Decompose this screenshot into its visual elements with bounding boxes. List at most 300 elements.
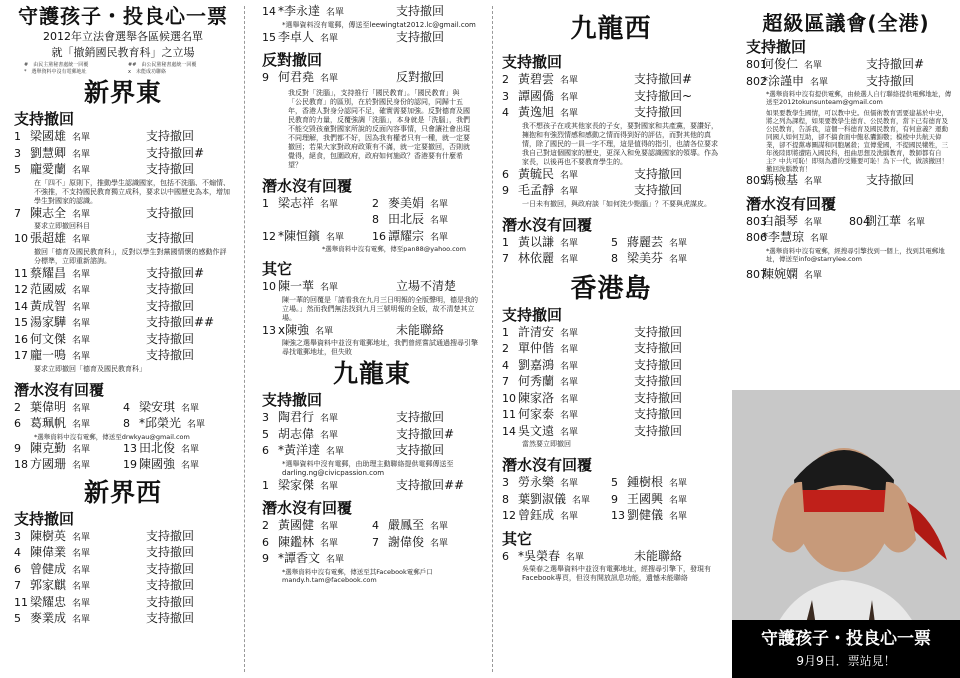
legend-item: ## 由公民黨秘書處統一回覆: [128, 62, 197, 68]
stance-label: 支持撤回: [146, 205, 195, 220]
candidate-list: [262, 4, 482, 46]
legend-item: # 由民主黨秘書處統一回覆: [24, 62, 89, 68]
silent-row: [502, 235, 720, 252]
list-label: 名單: [72, 286, 91, 296]
list-label: 名單: [181, 461, 200, 471]
list-label: 名單: [804, 177, 823, 187]
list-label: 名單: [560, 378, 579, 388]
candidate-row: [502, 183, 720, 200]
candidate-row: [14, 266, 232, 283]
district-title-kw: 九龍西: [570, 14, 652, 44]
silent-row: [262, 551, 482, 568]
list-label: 名單: [72, 269, 91, 280]
bottom-banner: [732, 620, 960, 678]
list-label: 名單: [810, 234, 829, 244]
candidate-number: 5: [611, 235, 618, 249]
list-label: 名單: [72, 532, 91, 543]
candidate-number: 7: [372, 535, 379, 549]
list-label: 名單: [560, 328, 579, 339]
candidate-name: 劉慧卿: [30, 145, 67, 160]
candidate-note: *選舉資料中沒有電郵，傳送至drwkyau@gmail.com: [34, 432, 190, 441]
silent-candidate: [502, 235, 611, 252]
list-label: 名單: [72, 615, 91, 625]
candidate-name: 范國威: [30, 282, 67, 296]
list-label: 名單: [804, 61, 823, 71]
district-title-nte: 新界東: [83, 78, 162, 107]
candidate-note: *選舉資料中沒有電郵，經搜尋引擎找到一個上，找到其電郵地址，傳送至info@starrylee.com: [766, 246, 945, 263]
list-label: 名單: [326, 232, 345, 243]
candidate-name: *李慧琼: [762, 230, 805, 244]
candidate-number: 4: [14, 546, 21, 559]
candidate-note: *選舉資料中沒有電郵，傳送至其Facebook電郵戶口 mandy.h.tam@facebook.com: [282, 567, 433, 584]
section-oppose: 反對撤回: [262, 51, 323, 69]
candidate-name: 曾健成: [30, 561, 67, 576]
candidate-number: 3: [502, 476, 509, 489]
candidate-name: 譚國僑: [518, 88, 555, 103]
candidate-name: 蔡耀昌: [30, 265, 67, 280]
silent-candidate: [14, 416, 123, 433]
candidate-name: 劉江華: [865, 213, 902, 228]
candidate-note: *選舉資料沒有電郵，傳送至leewingtat2012.lc@gmail.com: [282, 20, 476, 29]
candidate-number: 3: [14, 529, 21, 543]
page-title: 守護孩子・投良心一票: [18, 4, 228, 28]
list-label: 名單: [72, 565, 91, 576]
list-label: 名單: [72, 598, 91, 609]
candidate-name: 馮檢基: [762, 173, 799, 187]
candidate-number: 3: [502, 89, 509, 103]
stance-label: 支持撤回: [634, 105, 683, 119]
candidate-row: [14, 562, 232, 579]
candidate-number: 14: [14, 299, 28, 313]
candidate-row: [746, 173, 952, 190]
silent-candidate: [262, 229, 372, 246]
list-label: 名單: [326, 555, 345, 565]
silent-list: [502, 235, 720, 268]
candidate-row: [14, 348, 232, 365]
candidate-name: 葉劉淑儀: [518, 491, 567, 506]
stance-label: 反對撤回: [396, 70, 445, 84]
stance-label: 支持撤回: [146, 331, 195, 346]
silent-candidate: [123, 457, 232, 474]
candidate-name: 陳婉嫻: [762, 266, 799, 281]
candidate-list: [502, 72, 720, 209]
list-label: 名單: [669, 238, 688, 249]
candidate-name: 曾鈺成: [518, 508, 555, 522]
candidate-list: [14, 129, 232, 374]
silent-row: [502, 508, 720, 525]
candidate-number: 6: [502, 167, 509, 181]
candidate-number: 12: [262, 229, 276, 243]
list-label: 名單: [181, 403, 200, 414]
list-label: 名單: [187, 420, 206, 430]
silent-candidate: [611, 508, 720, 525]
column-divider: [244, 6, 245, 672]
silent-row: [14, 457, 232, 474]
candidate-row: [502, 325, 720, 342]
candidate-number: 12: [14, 283, 28, 296]
candidate-note: *選舉資料中沒有電郵，傳至pan88@yahoo.com: [322, 245, 466, 253]
district-title-hk: 香港島: [570, 273, 652, 304]
district-title-ntw: 新界西: [83, 477, 162, 507]
list-label: 名單: [560, 512, 579, 522]
candidate-name: 吳文遠: [518, 423, 555, 438]
list-label: 名單: [72, 582, 91, 592]
candidate-name: 謝偉俊: [388, 534, 425, 549]
candidate-number: 1: [262, 478, 269, 492]
list-label: 名單: [560, 427, 579, 438]
stance-label: 支持撤回: [634, 374, 683, 388]
silent-candidate: [14, 457, 123, 474]
silent-list: [262, 196, 482, 246]
list-label: 名單: [430, 522, 449, 532]
list-label: 名單: [320, 199, 339, 210]
banner-date: 9月9日．票站見！: [796, 654, 896, 668]
candidate-name: *涂謹申: [762, 73, 805, 88]
column-divider: [492, 6, 493, 672]
silent-row: [14, 416, 232, 433]
list-label: 名單: [430, 232, 449, 243]
candidate-number: 12: [502, 509, 516, 522]
candidate-note: 吳榮春之選舉資料中並沒有電郵地址，經搜尋引擎下，發現有Facebook專頁，但沒有開放訊息功能，遺憾未能聯絡: [522, 565, 711, 582]
candidate-name: *吳榮春: [518, 548, 561, 563]
candidate-number: 18: [14, 458, 28, 471]
candidate-row: [502, 391, 720, 408]
stance-label: 未能聯絡: [634, 548, 683, 563]
section-support: 支持撤回: [262, 391, 323, 409]
candidate-number: 805: [746, 174, 767, 187]
candidate-number: 8: [372, 213, 379, 226]
candidate-name: 何文傑: [30, 331, 67, 346]
candidate-row: [746, 57, 952, 74]
candidate-name: 陳偉業: [30, 545, 67, 559]
candidate-name: 麥業成: [30, 611, 67, 625]
silent-candidate: [123, 441, 232, 458]
candidate-number: 3: [262, 411, 269, 424]
candidate-row: [502, 72, 720, 89]
candidate-number: 806: [746, 231, 767, 244]
candidate-name: *邱榮光: [139, 416, 182, 430]
stance-label: 支持撤回: [146, 561, 195, 576]
stance-label: 支持撤回: [866, 173, 915, 187]
silent-list: [14, 400, 232, 433]
section-silent: 潛水沒有回覆: [502, 215, 593, 234]
silent-row: [746, 214, 952, 231]
candidate-name: 麥美娟: [388, 195, 425, 210]
list-label: 名單: [72, 549, 91, 559]
candidate-name: 黃成智: [30, 298, 67, 313]
list-label: 名單: [560, 394, 579, 405]
list-label: 名單: [320, 74, 339, 84]
silent-candidate: [502, 251, 611, 268]
candidate-row: [502, 89, 720, 106]
candidate-number: 6: [262, 535, 269, 549]
candidate-row: [14, 578, 232, 595]
candidate-row: [746, 267, 952, 284]
subtitle-line-1: 2012年立法會選舉各區候選名單: [43, 30, 203, 43]
list-label: 名單: [804, 270, 823, 281]
candidate-number: 7: [502, 252, 509, 265]
candidate-name: 陳鑑林: [278, 534, 315, 549]
candidate-number: 803: [746, 214, 767, 228]
candidate-row: [14, 206, 232, 223]
candidate-number: 2: [14, 400, 21, 414]
list-label: 名單: [560, 411, 579, 421]
candidate-name: 郭家麒: [30, 578, 67, 592]
list-label: 名單: [320, 430, 339, 441]
candidate-name: 田北辰: [388, 212, 425, 226]
candidate-name: 李卓人: [278, 29, 315, 44]
list-label: 名單: [804, 217, 823, 228]
list-label: 名單: [72, 166, 91, 176]
candidate-name: 陳一華: [278, 279, 315, 293]
candidate-number: 13: [262, 323, 276, 337]
silent-row: [262, 518, 482, 535]
candidate-list: [14, 529, 232, 628]
column-2: [248, 0, 488, 678]
candidate-name: *李永達: [278, 4, 321, 18]
candidate-number: 6: [14, 417, 21, 430]
legend: [24, 62, 232, 76]
candidate-name: 林依麗: [518, 251, 555, 265]
candidate-number: 1: [14, 130, 21, 143]
candidate-name: 陶君行: [278, 410, 315, 424]
candidate-number: 4: [502, 358, 509, 372]
candidate-name: 王國興: [627, 491, 664, 506]
candidate-row: [502, 105, 720, 122]
candidate-number: 8: [611, 252, 618, 265]
list-label: 名單: [907, 217, 926, 228]
stance-label: 支持撤回#: [146, 265, 205, 280]
list-label: 名單: [560, 109, 579, 119]
candidate-name: 梁美芬: [627, 251, 664, 265]
candidate-number: 6: [502, 549, 509, 563]
stance-label: 支持撤回#: [396, 426, 455, 441]
candidate-name: 蔣麗芸: [627, 234, 664, 249]
district-title-ke: 九龍東: [332, 359, 411, 388]
candidate-list: [262, 279, 482, 357]
candidate-number: 2: [502, 342, 509, 355]
candidate-note: 撤回「德育及國民教育科」，反對以學生對黨國情懷的感動作評分標準，立即重新諮詢。: [34, 247, 227, 265]
silent-candidate: [372, 212, 482, 229]
list-label: 名單: [72, 149, 91, 160]
candidate-note: 如果要教學生國情，可以教中史。但儒術教育需要建基於中史，將之列為課程，如果要教學生德育、公民教育，當下已有德育及公民教育，告訴我，這個一科德育及國民教育，有何意義？運動同國人如何互助，卻不搞食面中飽私囊錦數；模棱中共航天偉業，卻不提黨專圖謀和同胞屠殺；宣傳愛國，不提國民犧牲，三年後陸即將遭陷入國民科，扭曲思想及洗腦教育，教師都有自主？中共可恥！即刻為遭的受難要可恥！為下一代，做該撤回！撤回洗腦教育！: [766, 109, 948, 173]
list-label: 名單: [326, 8, 345, 18]
candidate-name: *譚香文: [278, 551, 321, 565]
candidate-number: 11: [502, 408, 516, 421]
candidate-name: 梁耀忠: [30, 594, 67, 609]
candidate-row: [262, 410, 482, 427]
candidate-number: 5: [262, 427, 269, 441]
candidate-note: 要求立即撤回科目: [34, 222, 90, 230]
candidate-row: [262, 427, 482, 444]
silent-row: [262, 535, 482, 552]
silent-candidate: [849, 214, 952, 231]
list-label: 名單: [326, 447, 345, 457]
candidate-name: 湯家驊: [30, 315, 67, 329]
candidate-number: 3: [14, 146, 21, 160]
district-title-superdc: 超級區議會(全港): [762, 11, 930, 35]
candidate-number: 6: [14, 562, 21, 576]
candidate-name: 黃以謙: [518, 234, 555, 249]
candidate-row: [262, 478, 482, 495]
column-1: [0, 0, 240, 678]
stance-label: 支持撤回: [146, 298, 195, 313]
candidate-row: [502, 407, 720, 424]
candidate-row: [502, 424, 720, 441]
candidate-row: [14, 529, 232, 546]
stance-label: 支持撤回: [634, 357, 683, 372]
stance-label: 支持撤回#: [634, 72, 693, 86]
list-label: 名單: [669, 255, 688, 265]
silent-candidate: [14, 441, 123, 458]
candidate-name: 鍾樹根: [627, 475, 664, 489]
candidate-number: 13: [611, 509, 625, 522]
candidate-number: 11: [14, 266, 28, 280]
section-silent: 潛水沒有回覆: [14, 380, 105, 399]
silent-candidate: [611, 492, 720, 509]
stance-label: 支持撤回##: [396, 477, 465, 492]
silent-list: [262, 518, 482, 568]
candidate-number: 9: [611, 492, 618, 506]
list-label: 名單: [181, 444, 200, 455]
list-label: 名單: [810, 77, 829, 88]
candidate-list: [502, 325, 720, 450]
silent-candidate: [262, 196, 372, 213]
candidate-row: [14, 315, 232, 332]
stance-label: 支持撤回~: [634, 88, 693, 103]
silent-candidate: [262, 518, 372, 535]
stance-label: 支持撤回: [866, 73, 915, 88]
candidate-number: 15: [14, 316, 28, 329]
candidate-list: [262, 410, 482, 494]
candidate-number: 801: [746, 58, 767, 71]
list-label: 名單: [560, 76, 579, 86]
list-label: 名單: [560, 238, 579, 249]
candidate-note: *選舉資料中沒有提供電郵，由候選人自行聯絡提供電郵地址，傳送至2012tokunsunteam@gmail.com: [766, 90, 952, 106]
candidate-number: 802: [746, 74, 767, 88]
candidate-list: [746, 57, 952, 90]
list-label: 名單: [430, 216, 449, 226]
candidate-number: 2: [502, 73, 509, 86]
candidate-name: 劉健儀: [627, 508, 664, 522]
candidate-row: [746, 173, 952, 190]
stance-label: 支持撤回: [146, 578, 195, 592]
silent-candidate: [372, 196, 482, 213]
candidate-row: [14, 129, 232, 146]
candidate-name: 黃碧雲: [518, 72, 555, 86]
list-label: 名單: [320, 283, 339, 293]
candidate-row: [14, 611, 232, 628]
silent-candidate: [502, 475, 611, 492]
candidate-number: 804: [849, 214, 870, 228]
section-silent: 潛水沒有回覆: [262, 499, 353, 517]
list-label: 名單: [72, 302, 91, 313]
candidate-row: [14, 545, 232, 562]
superdc-body: [732, 37, 960, 283]
stance-label: 支持撤回: [146, 162, 195, 176]
section-other: 其它: [262, 260, 293, 278]
list-label: 名單: [72, 335, 91, 346]
candidate-row: [502, 549, 720, 566]
list-label: 名單: [669, 512, 688, 522]
candidate-name: 黃逸旭: [518, 105, 555, 119]
silent-candidate: [123, 416, 232, 433]
stance-label: 支持撤回: [634, 341, 683, 355]
stance-label: 支持撤回#: [146, 145, 205, 160]
candidate-number: 7: [14, 579, 21, 592]
candidate-note: *選舉資料中沒有電郵，由助理主動聯絡提供電郵傳送至darling.ng@civicpassion.com: [282, 459, 454, 477]
stance-label: 支持撤回: [396, 4, 445, 18]
list-label: 名單: [72, 235, 91, 245]
candidate-name: 黃毓民: [518, 166, 555, 181]
candidate-name: *黃洋達: [278, 443, 321, 457]
candidate-name: 龐一鳴: [30, 348, 67, 362]
candidate-row: [502, 549, 720, 566]
list-label: 名單: [72, 461, 91, 471]
candidate-number: 807: [746, 267, 767, 281]
silent-row: [502, 251, 720, 268]
candidate-name: 龐愛蘭: [30, 162, 67, 176]
list-label: 名單: [72, 133, 91, 143]
candidate-number: 9: [14, 441, 21, 455]
candidate-name: 葛珮帆: [30, 416, 67, 430]
candidate-number: 5: [611, 476, 618, 489]
candidate-row: [502, 358, 720, 375]
stance-label: 支持撤回: [396, 410, 445, 424]
list-label: 名單: [566, 552, 585, 563]
candidate-number: 6: [262, 444, 269, 457]
silent-candidate: [262, 535, 372, 552]
section-other: 其它: [502, 529, 533, 548]
candidate-name: x陳強: [278, 322, 310, 337]
candidate-number: 4: [502, 106, 509, 119]
stance-label: 支持撤回#: [866, 57, 925, 71]
candidate-number: 15: [262, 30, 276, 44]
list-label: 名單: [320, 33, 339, 44]
section-support: 支持撤回: [14, 509, 75, 528]
candidate-number: 1: [502, 235, 509, 249]
candidate-name: 勞永樂: [518, 475, 555, 489]
silent-list: [746, 214, 952, 247]
candidate-row: [502, 341, 720, 358]
silent-candidate: [502, 508, 611, 525]
stance-label: 支持撤回: [146, 348, 195, 362]
candidate-number: 9: [262, 71, 269, 84]
stance-label: 支持撤回: [634, 423, 683, 438]
candidate-name: 何君堯: [278, 70, 315, 84]
candidate-name: 田北俊: [139, 440, 176, 455]
candidate-name: 白韻琴: [762, 213, 799, 228]
silent-row: [262, 212, 482, 229]
section-support: 支持撤回: [502, 305, 563, 324]
silent-candidate: [372, 518, 482, 535]
candidate-number: 8: [502, 492, 509, 506]
silent-candidate: [611, 475, 720, 492]
section-support: 支持撤回: [746, 38, 807, 56]
candidate-number: 16: [14, 332, 28, 346]
candidate-name: 何俊仁: [762, 57, 799, 71]
candidate-number: 14: [262, 5, 276, 18]
section-silent: 潛水沒有回覆: [262, 176, 353, 195]
candidate-row: [262, 30, 482, 47]
candidate-name: 何家泰: [518, 407, 555, 421]
stance-label: 未能聯絡: [396, 322, 445, 337]
candidate-number: 9: [262, 552, 269, 565]
legend-item: * 選舉資料中沒有電郵地址: [24, 69, 87, 75]
stance-label: 支持撤回: [146, 282, 195, 296]
silent-candidate: [746, 214, 849, 231]
column-4: [732, 0, 960, 678]
